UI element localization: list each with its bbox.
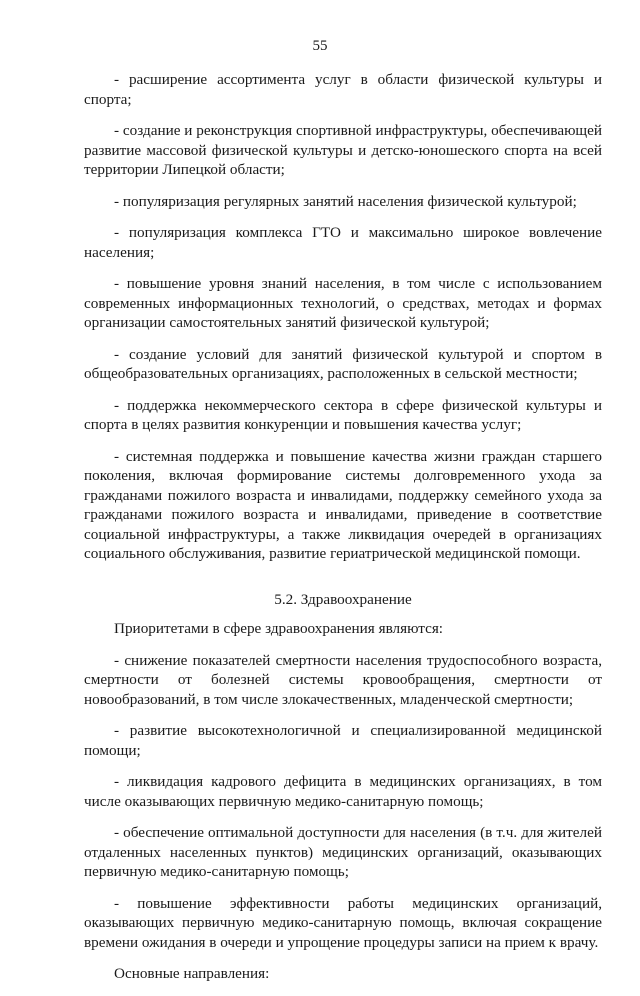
healthcare-item-4: - обеспечение оптимальной доступности для населения (в т.ч. для жителей отдаленных населенных пунктов) медицинских организаций, оказывающих первичную медико-санитарную помощь; [84,824,602,880]
sport-item-5: - повышение уровня знаний населения, в том числе с использованием современных информационных технологий, о средствах, методах и формах организации самостоятельных занятий физической культурой; [84,275,602,331]
healthcare-intro: Приоритетами в сфере здравоохранения являются: [114,620,444,637]
document-body [84,70,602,996]
sport-item-3: - популяризация регулярных занятий населения физической культурой; [114,192,577,210]
healthcare-item-2: - развитие высокотехнологичной и специализированной медицинской помощи; [84,722,602,759]
section-heading-healthcare: 5.2. Здравоохранение [274,590,412,608]
sport-item-4: - популяризация комплекса ГТО и максимально широкое вовлечение населения; [84,224,602,261]
sport-item-7: - поддержка некоммерческого сектора в сфере физической культуры и спорта в целях развития конкуренции и повышения качества услуг; [84,396,602,433]
sport-item-8: - системная поддержка и повышение качества жизни граждан старшего поколения, включая формирование системы долговременного ухода за гражданами пожилого возраста и инвалидами, поддержку семейного ухода за гражданами пожилого возраста и инвалидами, приведение в соответствие социальной инфраструктуры, а также ликвидация очередей в организациях социального обслуживания, развитие гериатрической медицинской помощи. [84,447,602,562]
page-number: 55 [312,38,328,54]
healthcare-item-1: - снижение показателей смертности населения трудоспособного возраста, смертности от болезней системы кровообращения, смертности от новообразований, в том числе злокачественных, младенческой смертности; [84,651,602,708]
sport-item-1: - расширение ассортимента услуг в области физической культуры и спорта; [84,71,602,108]
sport-item-2: - создание и реконструкция спортивной инфраструктуры, обеспечивающей развитие массовой физической культуры и детско-юношеского спорта на всей территории Липецкой области; [84,122,602,178]
sport-item-6: - создание условий для занятий физической культурой и спортом в общеобразовательных организациях, расположенных в сельской местности; [84,345,602,382]
healthcare-item-3: - ликвидация кадрового дефицита в медицинских организациях, в том числе оказывающих первичную медико-санитарную помощь; [84,773,602,810]
main-directions-label: Основные направления: [114,965,270,982]
healthcare-item-5: - повышение эффективности работы медицинских организаций, оказывающих первичную медико-санитарную помощь, включая сокращение времени ожидания в очереди и упрощение процедуры записи на прием к врачу. [84,894,602,951]
